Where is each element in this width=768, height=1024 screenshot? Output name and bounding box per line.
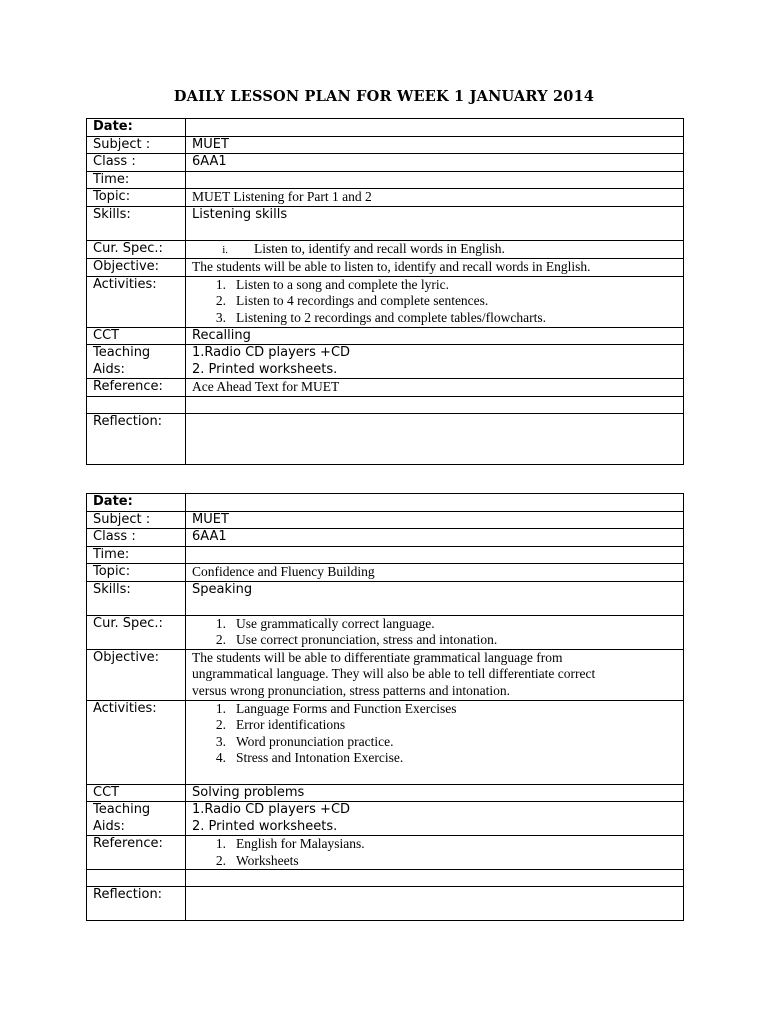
- row-reference: [87, 836, 684, 870]
- reference-item-num: 1.: [215, 836, 226, 851]
- objective-line: versus wrong pronunciation, stress patterns and intonation.: [192, 682, 510, 698]
- row-skills: [87, 581, 684, 615]
- activity-item-num: 4.: [215, 750, 226, 765]
- teaching-aids-label-line: Aids:: [93, 361, 125, 377]
- row-date: [87, 494, 684, 512]
- activity-item-num: 3.: [215, 309, 226, 325]
- activity-item-text: Stress and Intonation Exercise.: [236, 750, 404, 765]
- reference-list: [186, 836, 684, 870]
- reference-item-text: Worksheets: [236, 852, 299, 868]
- activity-item-text: Listening to 2 recordings and complete tables/flowcharts.: [236, 309, 547, 325]
- row-time: [87, 546, 684, 564]
- reflection-label: Reflection:: [87, 413, 186, 464]
- row-activities: [87, 276, 684, 327]
- activities-list: [186, 700, 684, 784]
- cur-spec-label: Cur. Spec.:: [87, 615, 186, 649]
- cur-spec-item: [192, 632, 677, 649]
- topic-value: MUET Listening for Part 1 and 2: [186, 189, 684, 207]
- blank-label: [87, 870, 186, 887]
- activity-item: [192, 293, 677, 310]
- teaching-aids-label: [87, 802, 186, 836]
- activity-item: [192, 734, 677, 751]
- row-class: [87, 529, 684, 547]
- date-label: Date:: [87, 119, 186, 137]
- reference-item-text: English for Malaysians.: [236, 836, 365, 851]
- cur-spec-item-text: Use correct pronunciation, stress and intonation.: [236, 632, 498, 647]
- row-cct: [87, 327, 684, 345]
- blank-value: [186, 870, 684, 887]
- time-label: Time:: [87, 546, 186, 564]
- cct-value: Recalling: [186, 327, 684, 345]
- time-value: [186, 546, 684, 564]
- row-time: [87, 171, 684, 189]
- cct-label: CCT: [87, 784, 186, 802]
- subject-value: MUET: [186, 136, 684, 154]
- teaching-aids-label: [87, 345, 186, 379]
- row-topic: [87, 189, 684, 207]
- skills-label: Skills:: [87, 206, 186, 240]
- topic-label: Topic:: [87, 564, 186, 582]
- teaching-aids-value: [186, 345, 684, 379]
- cur-spec-item: [192, 241, 677, 259]
- objective-value: [186, 649, 684, 700]
- reference-item-num: 2.: [215, 852, 226, 868]
- topic-label: Topic:: [87, 189, 186, 207]
- row-reflection: [87, 887, 684, 921]
- activities-label: Activities:: [87, 700, 186, 784]
- row-teaching-aids: [87, 345, 684, 379]
- activity-item: [192, 701, 677, 718]
- objective-label: Objective:: [87, 649, 186, 700]
- class-value: 6AA1: [186, 529, 684, 547]
- class-label: Class :: [87, 529, 186, 547]
- cur-spec-item-num: 2.: [215, 632, 226, 647]
- objective-line: ungrammatical language. They will also be able to tell differentiate correct: [192, 666, 596, 681]
- teaching-aids-value: [186, 802, 684, 836]
- row-date: [87, 119, 684, 137]
- blank-label: [87, 396, 186, 413]
- lesson-plan-table: [86, 118, 684, 465]
- cct-value: Solving problems: [186, 784, 684, 802]
- teaching-aid-item: 2. Printed worksheets.: [192, 818, 338, 834]
- objective-value: [186, 259, 684, 277]
- date-value: [186, 119, 684, 137]
- row-reference: [87, 379, 684, 397]
- cur-spec-item-text: Listen to, identify and recall words in English.: [254, 240, 505, 256]
- row-topic: [87, 564, 684, 582]
- reflection-label: Reflection:: [87, 887, 186, 921]
- topic-value: Confidence and Fluency Building: [186, 564, 684, 582]
- objective-line: The students will be able to listen to, identify and recall words in English.: [192, 259, 591, 274]
- reference-value: [186, 379, 684, 397]
- row-class: [87, 154, 684, 172]
- cur-spec-item: [192, 616, 677, 633]
- skills-value: Speaking: [186, 581, 684, 615]
- subject-label: Subject :: [87, 136, 186, 154]
- page-title: DAILY LESSON PLAN FOR WEEK 1 JANUARY 2014: [173, 88, 595, 105]
- activity-item-num: 3.: [215, 733, 226, 749]
- time-value: [186, 171, 684, 189]
- reference-item: [192, 853, 677, 870]
- class-value: 6AA1: [186, 154, 684, 172]
- cur-spec-item-num: 1.: [215, 615, 226, 631]
- row-objective: [87, 259, 684, 277]
- row-objective: [87, 649, 684, 700]
- row-reflection: [87, 413, 684, 464]
- teaching-aid-item: 2. Printed worksheets.: [192, 361, 338, 377]
- row-cur-spec: [87, 240, 684, 259]
- activity-item-text: Language Forms and Function Exercises: [236, 700, 457, 716]
- activities-list: [186, 276, 684, 327]
- teaching-aid-item: 1.Radio CD players +CD: [192, 802, 351, 817]
- row-blank: [87, 396, 684, 413]
- cur-spec-item-num: i.: [222, 243, 228, 256]
- reference-item-text: Ace Ahead Text for MUET: [192, 379, 340, 394]
- row-subject: [87, 511, 684, 529]
- activity-item: [192, 717, 677, 734]
- date-label: Date:: [87, 494, 186, 512]
- cur-spec-list: [186, 615, 684, 649]
- row-teaching-aids: [87, 802, 684, 836]
- row-skills: [87, 206, 684, 240]
- teaching-aids-label-line: Aids:: [93, 818, 125, 834]
- reflection-value: [186, 887, 684, 921]
- activity-item-text: Word pronunciation practice.: [236, 733, 394, 749]
- activity-item: [192, 277, 677, 294]
- subject-value: MUET: [186, 511, 684, 529]
- activity-item-num: 1.: [215, 276, 226, 292]
- cct-label: CCT: [87, 327, 186, 345]
- activity-item-text: Error identifications: [236, 717, 346, 732]
- lesson-plan-table: [86, 493, 684, 921]
- activity-item-num: 2.: [215, 717, 226, 732]
- teaching-aid-item: 1.Radio CD players +CD: [192, 345, 351, 360]
- objective-label: Objective:: [87, 259, 186, 277]
- teaching-aids-label-line: Teaching: [93, 345, 151, 360]
- reference-item: [192, 836, 677, 853]
- subject-label: Subject :: [87, 511, 186, 529]
- reference-label: Reference:: [87, 836, 186, 870]
- activity-item: [192, 310, 677, 327]
- row-cur-spec: [87, 615, 684, 649]
- skills-value: Listening skills: [186, 206, 684, 240]
- activity-item-num: 1.: [215, 700, 226, 716]
- activity-item-text: Listen to 4 recordings and complete sentences.: [236, 293, 489, 308]
- objective-line: The students will be able to differentiate grammatical language from: [192, 649, 563, 665]
- activity-item: [192, 750, 677, 767]
- skills-label: Skills:: [87, 581, 186, 615]
- activities-label: Activities:: [87, 276, 186, 327]
- time-label: Time:: [87, 171, 186, 189]
- reflection-value: [186, 413, 684, 464]
- cur-spec-item-text: Use grammatically correct language.: [236, 615, 435, 631]
- activity-item-text: Listen to a song and complete the lyric.: [236, 276, 449, 292]
- row-cct: [87, 784, 684, 802]
- row-blank: [87, 870, 684, 887]
- blank-value: [186, 396, 684, 413]
- cur-spec-label: Cur. Spec.:: [87, 240, 186, 259]
- cur-spec-list: [186, 240, 684, 259]
- reference-label: Reference:: [87, 379, 186, 397]
- row-subject: [87, 136, 684, 154]
- activity-item-num: 2.: [215, 293, 226, 308]
- teaching-aids-label-line: Teaching: [93, 802, 151, 817]
- date-value: [186, 494, 684, 512]
- row-activities: [87, 700, 684, 784]
- class-label: Class :: [87, 154, 186, 172]
